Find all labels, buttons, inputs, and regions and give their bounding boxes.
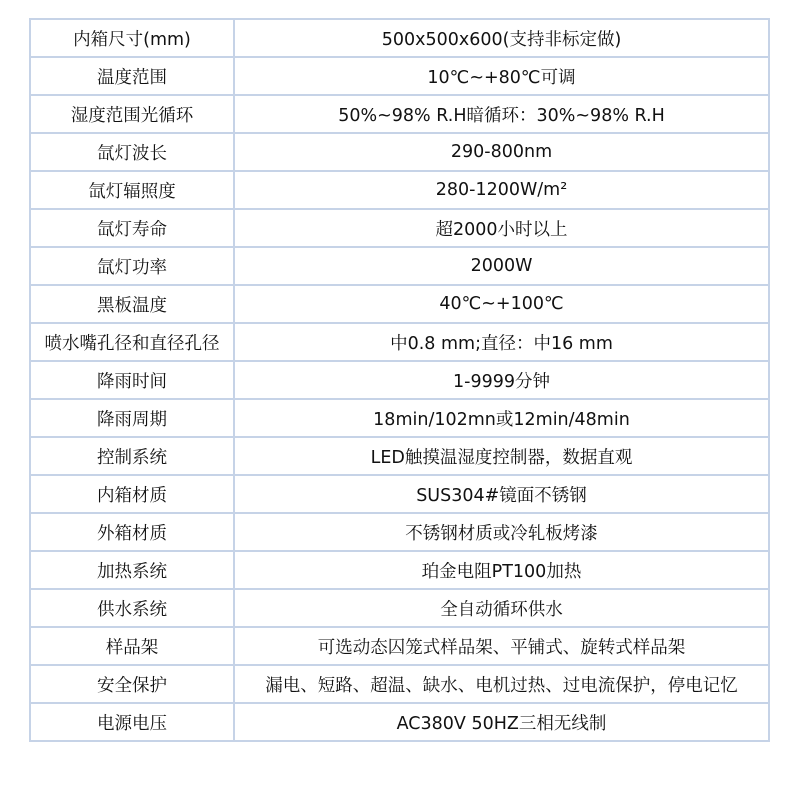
- spec-label-cell: 黑板温度: [30, 285, 234, 323]
- spec-value-cell: 超2000小时以上: [234, 209, 769, 247]
- spec-label-cell: 内箱材质: [30, 475, 234, 513]
- spec-label-cell: 湿度范围光循环: [30, 95, 234, 133]
- spec-row: [30, 323, 769, 361]
- spec-row: [30, 209, 769, 247]
- spec-row: [30, 475, 769, 513]
- spec-row: [30, 171, 769, 209]
- spec-row: [30, 551, 769, 589]
- spec-label-cell: 氙灯辐照度: [30, 171, 234, 209]
- spec-value-cell: 可选动态囚笼式样品架、平铺式、旋转式样品架: [234, 627, 769, 665]
- spec-row: [30, 665, 769, 703]
- spec-value-cell: SUS304#镜面不锈钢: [234, 475, 769, 513]
- spec-table: [29, 18, 770, 742]
- spec-label-cell: 温度范围: [30, 57, 234, 95]
- spec-value-cell: 290-800nm: [234, 133, 769, 171]
- spec-label-cell: 样品架: [30, 627, 234, 665]
- spec-row: [30, 589, 769, 627]
- spec-row: [30, 247, 769, 285]
- spec-row: [30, 437, 769, 475]
- spec-value-cell: 1-9999分钟: [234, 361, 769, 399]
- spec-value-cell: 50%~98% R.H暗循环：30%~98% R.H: [234, 95, 769, 133]
- spec-label-cell: 降雨时间: [30, 361, 234, 399]
- spec-label-cell: 外箱材质: [30, 513, 234, 551]
- spec-value-cell: 漏电、短路、超温、缺水、电机过热、过电流保护，停电记忆: [234, 665, 769, 703]
- spec-value-cell: 2000W: [234, 247, 769, 285]
- spec-label-cell: 加热系统: [30, 551, 234, 589]
- spec-label-cell: 安全保护: [30, 665, 234, 703]
- spec-label-cell: 氙灯寿命: [30, 209, 234, 247]
- spec-value-cell: 中0.8 mm;直径：中16 mm: [234, 323, 769, 361]
- spec-row: [30, 95, 769, 133]
- spec-value-cell: 500x500x600(支持非标定做): [234, 19, 769, 57]
- spec-value-cell: AC380V 50HZ三相无线制: [234, 703, 769, 741]
- spec-label-cell: 降雨周期: [30, 399, 234, 437]
- spec-row: [30, 513, 769, 551]
- spec-row: [30, 19, 769, 57]
- spec-value-cell: 10℃~+80℃可调: [234, 57, 769, 95]
- spec-value-cell: 珀金电阻PT100加热: [234, 551, 769, 589]
- spec-row: [30, 361, 769, 399]
- spec-row: [30, 703, 769, 741]
- spec-value-cell: 280-1200W/m²: [234, 171, 769, 209]
- spec-label-cell: 喷水嘴孔径和直径孔径: [30, 323, 234, 361]
- spec-label-cell: 氙灯功率: [30, 247, 234, 285]
- spec-label-cell: 电源电压: [30, 703, 234, 741]
- spec-value-cell: 40℃~+100℃: [234, 285, 769, 323]
- spec-row: [30, 57, 769, 95]
- spec-label-cell: 供水系统: [30, 589, 234, 627]
- spec-label-cell: 内箱尺寸(mm): [30, 19, 234, 57]
- spec-value-cell: 不锈钢材质或冷轧板烤漆: [234, 513, 769, 551]
- spec-row: [30, 133, 769, 171]
- spec-value-cell: 18min/102mn或12min/48min: [234, 399, 769, 437]
- spec-value-cell: LED触摸温湿度控制器，数据直观: [234, 437, 769, 475]
- spec-row: [30, 399, 769, 437]
- spec-table-body: [30, 19, 769, 741]
- spec-value-cell: 全自动循环供水: [234, 589, 769, 627]
- spec-label-cell: 控制系统: [30, 437, 234, 475]
- spec-row: [30, 627, 769, 665]
- spec-row: [30, 285, 769, 323]
- spec-label-cell: 氙灯波长: [30, 133, 234, 171]
